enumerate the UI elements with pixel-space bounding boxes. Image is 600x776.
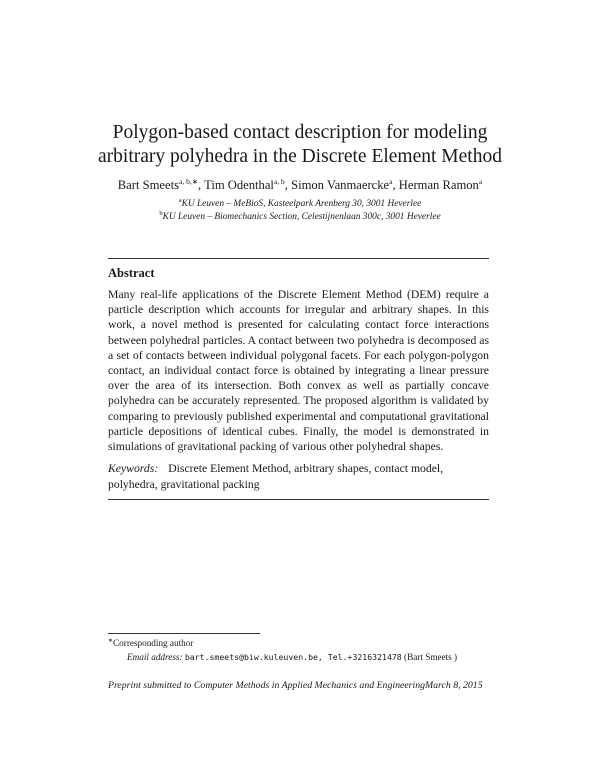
keywords-label: Keywords: — [108, 462, 159, 475]
affiliation-mark: a — [178, 197, 182, 204]
email-label: Email address: — [127, 651, 183, 662]
author-name: Tim Odenthal — [204, 178, 274, 192]
title-line-2: arbitrary polyhedra in the Discrete Element Method — [98, 146, 502, 167]
author-marks: a — [478, 177, 483, 186]
affiliations — [60, 198, 540, 223]
email-address: bart.smeets@biw.kuleuven.be, Tel.+3216321478 — [184, 651, 402, 662]
abstract-text: Many real-life applications of the Discrete Element Method (DEM) require a particle description which accounts for irregular and arbitrary shapes. In this work, a novel method is presented for calculating contact force interactions between polyhedral particles. A contact between two polyhedra is decomposed as a set of contacts between individual polygonal facets. For each polygon-polygon contact, an individual contact force is obtained by integrating a linear pressure over the area of its intersection. Both convex as well as partially concave polyhedra can be accurately represented. The proposed algorithm is validated by comparing to previously published experimental and computational gravitational particle depositions of identical cubes. Finally, the model is demonstrated in simulations of gravitational packing of various other polyhedral shapes. — [108, 288, 489, 454]
author-name: Simon Vanmaercke — [291, 178, 390, 192]
author — [399, 178, 482, 192]
affiliation — [60, 211, 540, 224]
email-suffix: (Bart Smeets ) — [404, 651, 458, 662]
affiliation — [60, 198, 540, 211]
author-sep: , — [284, 178, 292, 192]
affiliation-mark: b — [159, 209, 163, 217]
author-marks: a, b,∗ — [179, 177, 198, 186]
author-name: Bart Smeets — [117, 178, 179, 192]
email-line — [108, 651, 508, 665]
keywords — [108, 461, 489, 492]
author-marks: a, b — [273, 177, 285, 186]
abstract-top-rule — [108, 258, 489, 259]
author-marks: a — [389, 177, 393, 186]
author-sep: , — [198, 178, 205, 192]
abstract-bottom-rule — [108, 499, 489, 500]
corresponding-author-note — [108, 637, 508, 651]
author-sep: , — [392, 178, 399, 192]
keywords-text: Discrete Element Method, arbitrary shapes, contact model, polyhedra, gravitational packing — [108, 462, 444, 491]
author — [291, 178, 399, 192]
abstract-heading: Abstract — [108, 266, 155, 280]
author — [118, 178, 204, 192]
affiliation-text: KU Leuven – MeBioS, Kasteelpark Arenberg 30, 3001 Heverlee — [181, 199, 422, 209]
footnote — [108, 637, 508, 664]
preprint-date: March 8, 2015 — [425, 680, 483, 691]
affiliation-text: KU Leuven – Biomechanics Section, Celestijnenlaan 300c, 3001 Heverlee — [162, 211, 441, 222]
footnote-rule — [108, 633, 260, 634]
author-name: Herman Ramon — [398, 178, 479, 192]
title-line-1: Polygon-based contact description for modeling — [112, 122, 488, 143]
preprint-note — [108, 680, 508, 691]
author — [204, 178, 291, 192]
corresponding-author-label: Corresponding author — [113, 638, 194, 648]
author-list — [60, 178, 540, 193]
paper-title — [60, 121, 540, 169]
footnote-mark: ∗ — [108, 638, 114, 644]
preprint-venue: Preprint submitted to Computer Methods in Applied Mechanics and Engineering — [108, 680, 425, 691]
